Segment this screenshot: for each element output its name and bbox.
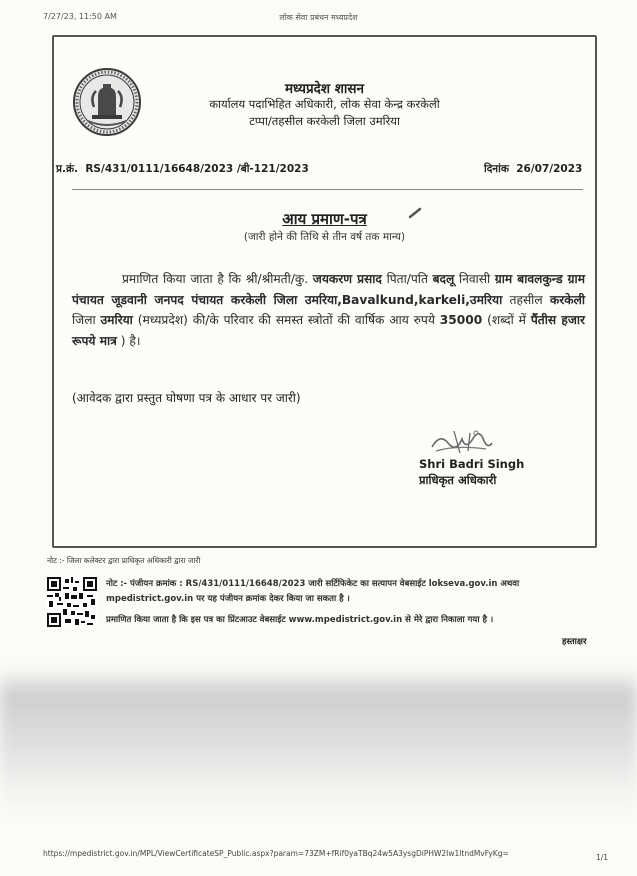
body-text: (शब्दों में xyxy=(482,313,531,327)
print-datetime: 7/27/23, 11:50 AM xyxy=(43,12,117,21)
body-text: पिता/पति xyxy=(381,272,433,286)
body-text: प्रमाणित किया जाता है कि श्री/श्रीमती/कु. xyxy=(122,272,313,286)
ink-mark-icon xyxy=(408,207,422,219)
reference-date xyxy=(484,162,582,176)
printout-note xyxy=(106,614,606,625)
declaration-text: (आवेदक द्वारा प्रस्तुत घोषणा पत्र के आधार पर जारी) xyxy=(72,391,301,405)
body-text: ) है। xyxy=(116,333,141,348)
body-text: जिला xyxy=(72,313,101,327)
reference-number xyxy=(56,162,309,176)
registration-number: RS/431/0111/16648/2023 xyxy=(185,579,306,589)
district-name: उमरिया xyxy=(100,313,133,327)
header-divider xyxy=(72,189,583,190)
note-text: जारी सर्टिफिकेट का सत्यापन वेबसाईट xyxy=(305,579,429,589)
signature-icon xyxy=(426,425,496,459)
tehsil-name: करकेली xyxy=(549,292,586,307)
income-amount-words: पैंतीस हजार रूपये मात्र xyxy=(72,313,586,348)
holder-name: जयकरण प्रसाद xyxy=(312,272,382,286)
income-amount: 35000 xyxy=(439,313,483,327)
mpedistrict-site: mpedistrict.gov.in xyxy=(106,594,194,604)
certificate-body xyxy=(72,269,585,351)
signatory-name: Shri Badri Singh xyxy=(419,457,525,471)
certificate-validity: (जारी होने की तिथि से तीन वर्ष तक मान्य) xyxy=(243,231,406,243)
father-name: बदलू xyxy=(432,272,455,286)
signature-label: हस्ताक्षर xyxy=(562,637,587,647)
note-text: प्रमाणित किया जाता है कि इस पत्र का प्रिंटआउट वेबसाईट xyxy=(106,615,289,625)
printout-site: www.mpedistrict.gov.in xyxy=(288,615,403,625)
signatory-designation: प्राधिकृत अधिकारी xyxy=(419,473,497,487)
qr-code-icon xyxy=(47,577,97,627)
certificate-frame xyxy=(52,35,597,548)
holder-address: ग्राम बावलकुन्ड ग्राम पंचायत जूडवानी जनपद पंचायत करकेली जिला उमरिया,Bavalkund,karkeli,उमरिया xyxy=(72,272,585,307)
reference-value: RS/431/0111/16648/2023 /बी-121/2023 xyxy=(85,163,309,175)
print-page-title: लोक सेवा प्रबंधन मध्यप्रदेश xyxy=(279,13,358,22)
issuer-note: नोट :- जिला कलेक्टर द्वारा प्राधिकृत अधिकारी द्वारा जारी xyxy=(47,556,201,565)
certificate-title: आय प्रमाण-पत्र xyxy=(282,210,367,228)
note-text: से मेरे द्वारा निकाला गया है । xyxy=(402,615,494,625)
letterhead-state: मध्यप्रदेश शासन xyxy=(284,81,364,97)
verification-note xyxy=(106,577,606,607)
letterhead-office: कार्यालय पदाभिहित अधिकारी, लोक सेवा केन्द्र करकेली xyxy=(209,97,440,111)
date-value: 26/07/2023 xyxy=(516,163,583,175)
note-text: पर यह पंजीयन क्रमांक देकर किया जा सकता है । xyxy=(193,594,350,604)
certificate-title-wrap xyxy=(54,209,595,229)
body-text: (मध्यप्रदेश) की/के परिवार की समस्त स्त्रोतों की वार्षिक आय रुपये xyxy=(132,313,440,327)
date-label: दिनांक xyxy=(484,163,509,175)
body-text: तहसील xyxy=(502,292,550,307)
lokseva-site: lokseva.gov.in xyxy=(428,579,498,589)
body-text: निवासी xyxy=(454,272,495,286)
print-url: https://mpedistrict.gov.in/MPL/ViewCertificateSP_Public.aspx?param=73ZM+fRif0yaTBq24w5A3ysgDiPHW2Iw1ltndMvFyKg= xyxy=(43,849,509,858)
letterhead-tehsil: टप्पा/तहसील करकेली जिला उमरिया xyxy=(249,114,400,128)
scan-smudge xyxy=(0,668,637,818)
print-page-number: 1/1 xyxy=(596,853,609,862)
reference-label: प्र.क्रं. xyxy=(56,163,79,175)
note-prefix: नोट :- पंजीयन क्रमांक : xyxy=(106,579,186,589)
note-text: अथवा xyxy=(497,579,520,589)
